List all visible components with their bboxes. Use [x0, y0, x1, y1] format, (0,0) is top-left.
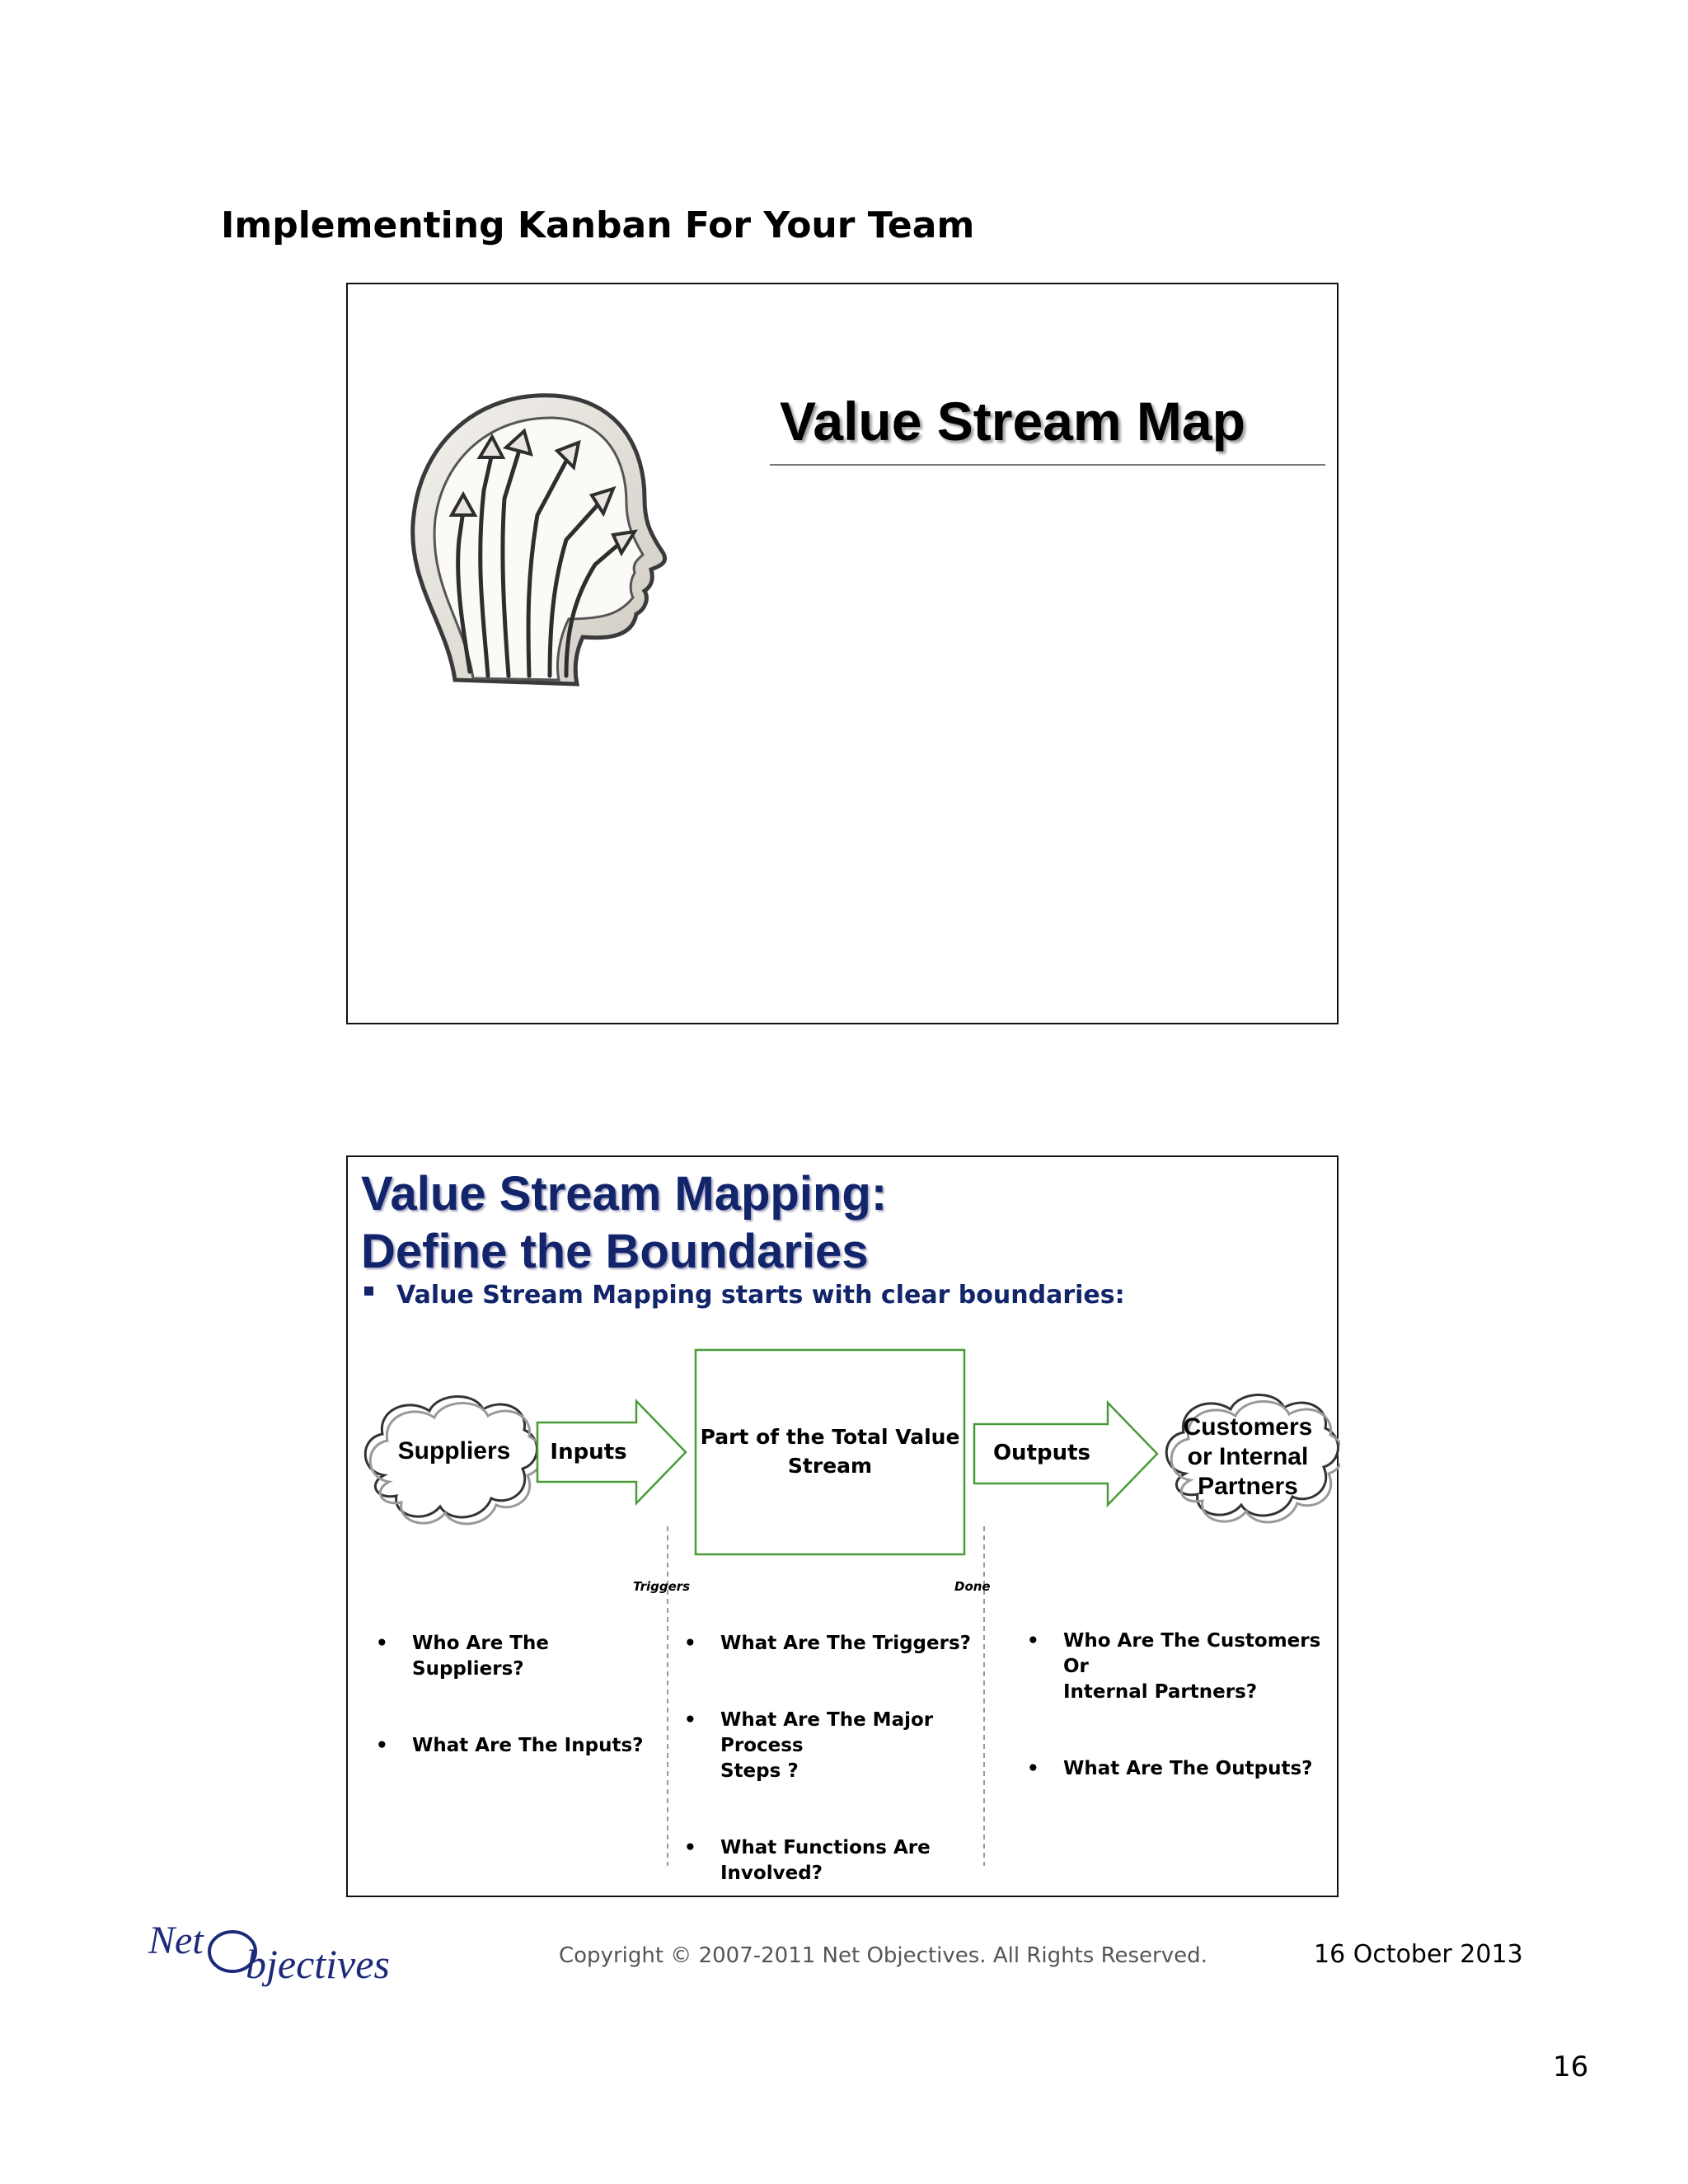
question-major-process-line-2: Steps ? — [720, 1760, 799, 1782]
outputs-label: Outputs — [992, 1441, 1091, 1465]
inputs-label: Inputs — [550, 1440, 627, 1465]
question-outputs: • What Are The Outputs? — [1027, 1756, 1332, 1782]
slide-subtitle-text: Value Stream Mapping starts with clear boundaries: — [396, 1281, 1125, 1310]
customers-label-line-1: Customers — [1183, 1413, 1313, 1441]
question-customers-line-1: Who Are The Customers Or — [1063, 1630, 1321, 1677]
customers-label — [1160, 1413, 1335, 1502]
process-label — [696, 1422, 964, 1480]
page-number: 16 — [1553, 2050, 1589, 2083]
question-suppliers: • Who Are The Suppliers? — [376, 1631, 648, 1682]
done-label: Done — [954, 1579, 991, 1594]
logo-text-net: Net — [148, 1919, 204, 1962]
question-customers-line-2: Internal Partners? — [1063, 1681, 1258, 1703]
process-questions — [684, 1631, 997, 1886]
logo-text-bjectives: bjectives — [246, 1941, 390, 1987]
copyright-notice: Copyright © 2007-2011 Net Objectives. All Rights Reserved. — [559, 1943, 1207, 1968]
slide-value-stream-map — [346, 283, 1339, 1024]
process-label-line-2: Stream — [787, 1454, 873, 1478]
triggers-label: Triggers — [633, 1579, 691, 1594]
question-major-process-line-1: What Are The Major Process — [720, 1709, 934, 1756]
page-heading: Implementing Kanban For Your Team — [221, 204, 975, 246]
slide-title: Value Stream Map — [780, 391, 1245, 452]
customer-questions — [1027, 1629, 1332, 1782]
slide-title-line-1: Value Stream Mapping: — [361, 1167, 888, 1221]
customers-label-line-2: or Internal — [1187, 1443, 1309, 1470]
question-major-process — [684, 1708, 997, 1784]
customers-label-line-3: Partners — [1198, 1473, 1298, 1500]
supplier-questions — [376, 1631, 648, 1759]
suppliers-label: Suppliers — [397, 1437, 511, 1465]
question-functions: • What Functions Are Involved? — [684, 1835, 997, 1886]
title-divider — [770, 464, 1325, 466]
footer-date: 16 October 2013 — [1314, 1940, 1523, 1969]
question-triggers: • What Are The Triggers? — [684, 1631, 997, 1657]
head-with-arrows-icon — [397, 375, 669, 688]
slide-define-boundaries — [346, 1155, 1339, 1897]
question-inputs: • What Are The Inputs? — [376, 1733, 648, 1759]
slide-title-line-2: Define the Boundaries — [361, 1225, 869, 1278]
question-customers — [1027, 1629, 1332, 1705]
net-objectives-logo — [147, 1915, 410, 1990]
process-label-line-1: Part of the Total Value — [700, 1425, 960, 1449]
